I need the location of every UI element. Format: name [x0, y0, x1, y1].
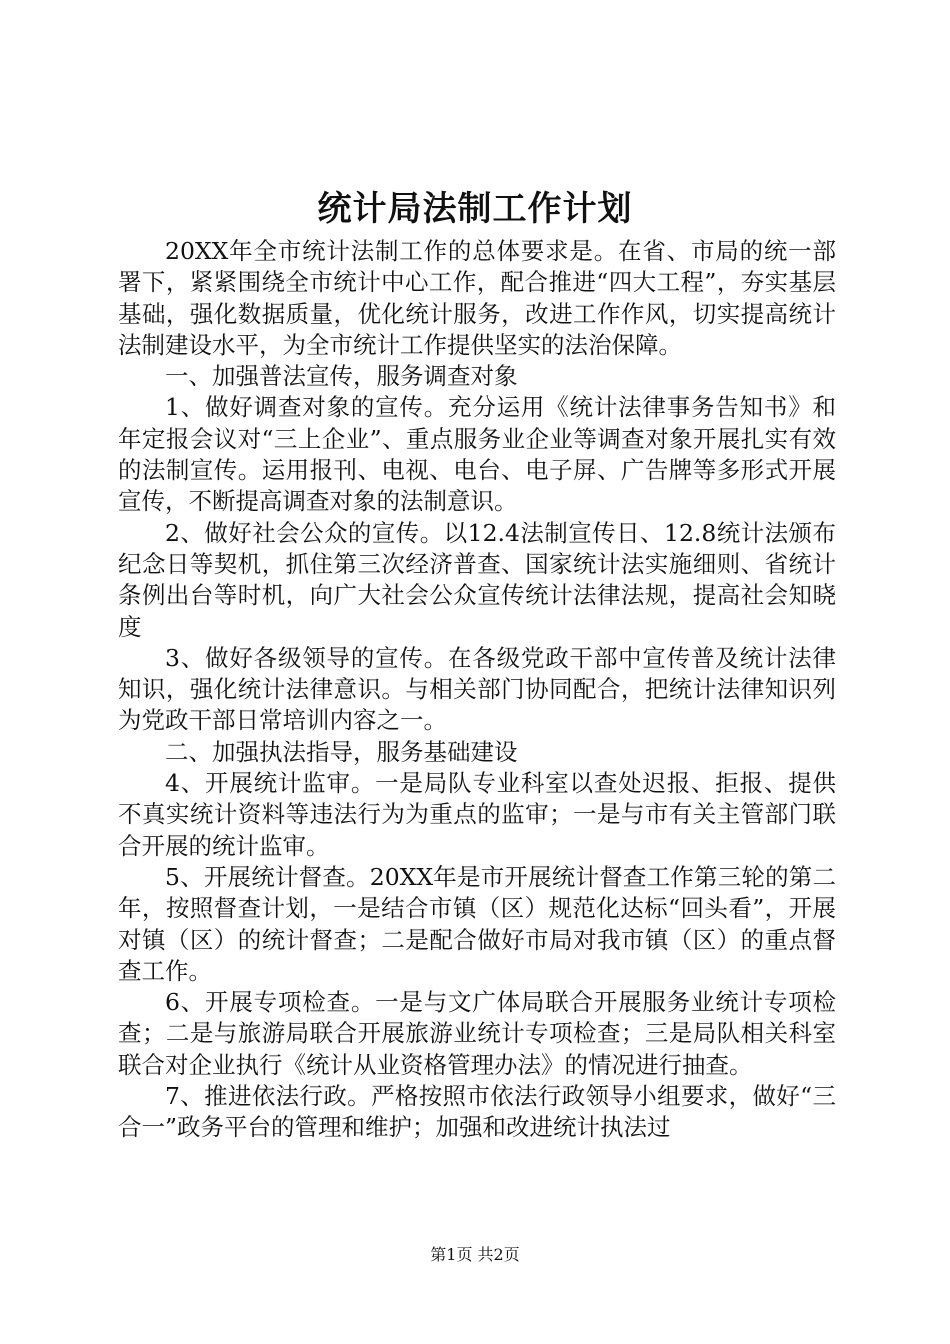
paragraph-item-4: 4、开展统计监审。一是局队专业科室以查处迟报、拒报、提供不真实统计资料等违法行为为重点的监审；一是与市有关主管部门联合开展的统计监审。 — [118, 769, 836, 860]
paragraph-item-1: 1、做好调查对象的宣传。充分运用《统计法律事务告知书》和年定报会议对“三上企业”、重点服务业企业等调查对象开展扎实有效的法制宣传。运用报刊、电视、电台、电子屏、广告牌等多形式开展宣传，不断提高调查对象的法制意识。 — [118, 393, 836, 516]
paragraph-item-7: 7、推进依法行政。严格按照市依法行政领导小组要求，做好“三合一”政务平台的管理和维护；加强和改进统计执法过 — [118, 1082, 836, 1142]
section-heading-1: 一、加强普法宣传，服务调查对象 — [165, 362, 518, 391]
document-body — [118, 236, 836, 1144]
paragraph-item-2: 2、做好社会公众的宣传。以12.4法制宣传日、12.8统计法颁布纪念日等契机，抓住第三次经济普查、国家统计法实施细则、省统计条例出台等时机，向广大社会公众宣传统计法律法规，提高社会知晓度 — [118, 518, 836, 641]
paragraph-item-5: 5、开展统计督查。20XX年是市开展统计督查工作第三轮的第二年，按照督查计划，一是结合市镇（区）规范化达标“回头看”，开展对镇（区）的统计督查；二是配合做好市局对我市镇（区）的重点督查工作。 — [118, 862, 836, 985]
document-title: 统计局法制工作计划 — [317, 189, 633, 229]
paragraph-item-3: 3、做好各级领导的宣传。在各级党政干部中宣传普及统计法律知识，强化统计法律意识。与相关部门协同配合，把统计法律知识列为党政干部日常培训内容之一。 — [118, 643, 836, 735]
section-heading-2: 二、加强执法指导，服务基础建设 — [165, 737, 518, 766]
page-number-footer: 第1页 共2页 — [430, 1245, 520, 1264]
paragraph-intro: 20XX年全市统计法制工作的总体要求是。在省、市局的统一部署下，紧紧围绕全市统计中心工作，配合推进“四大工程”，夯实基层基础，强化数据质量，优化统计服务，改进工作作风，切实提高统计法制建设水平，为全市统计工作提供坚实的法治保障。 — [118, 237, 836, 359]
paragraph-item-6: 6、开展专项检查。一是与文广体局联合开展服务业统计专项检查；二是与旅游局联合开展旅游业统计专项检查；三是局队相关科室联合对企业执行《统计从业资格管理办法》的情况进行抽查。 — [118, 988, 836, 1079]
